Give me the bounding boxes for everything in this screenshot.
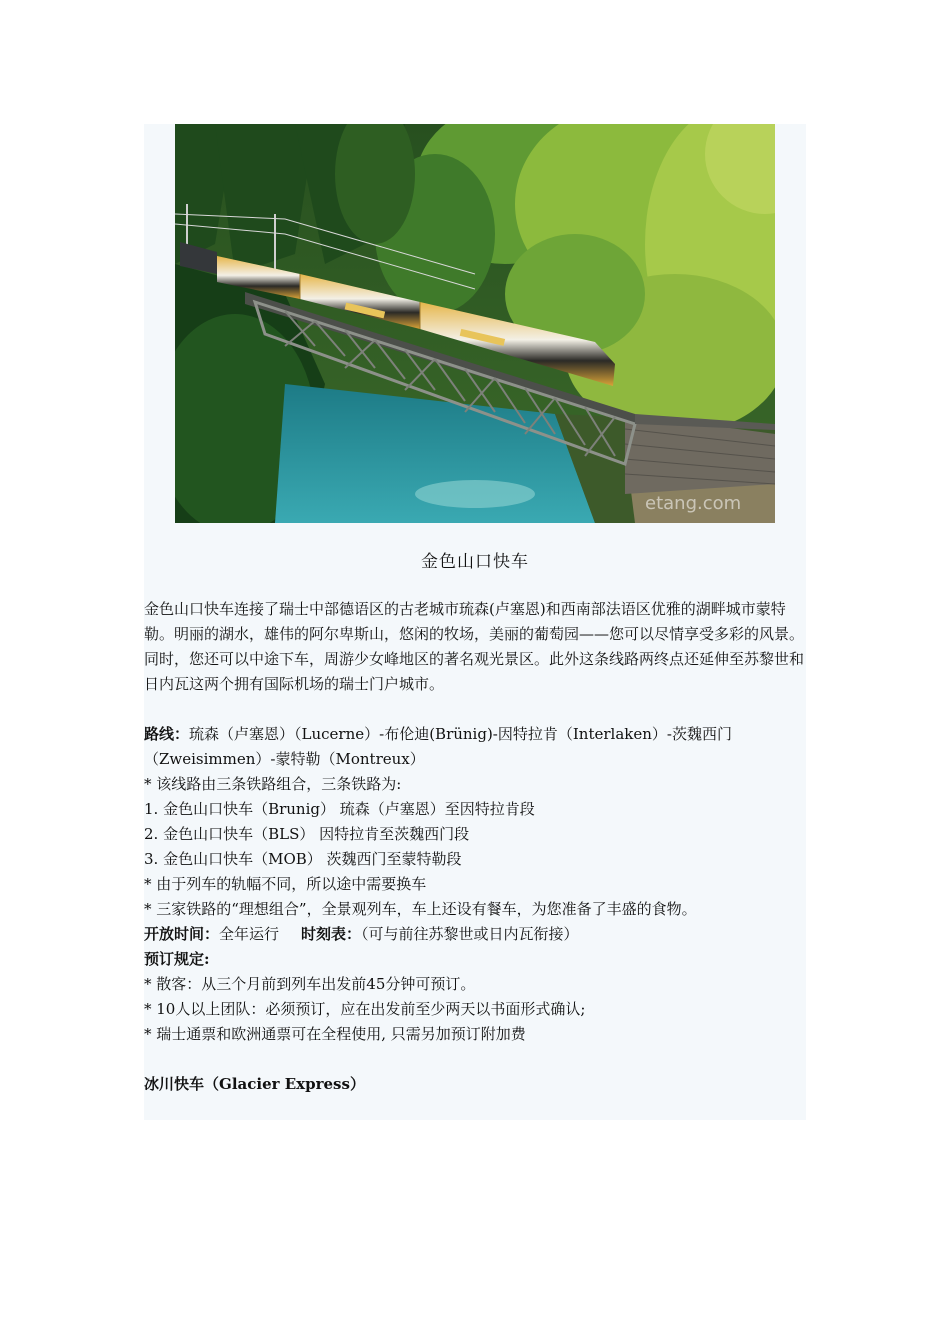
- booking-item: * 10人以上团队：必须预订，应在出发前至少两天以书面形式确认;: [144, 1000, 586, 1018]
- booking-item: * 散客：从三个月前到列车出发前45分钟可预订。: [144, 975, 476, 993]
- article-body: [144, 597, 806, 1097]
- route-paragraph: [144, 722, 806, 772]
- watermark-text: etang.com: [645, 493, 742, 514]
- line-item: * 该线路由三条铁路组合，三条铁路为:: [144, 775, 402, 793]
- line-item: * 由于列车的轨幅不同，所以途中需要换车: [144, 875, 427, 893]
- schedule-value: （可与前往苏黎世或日内瓦衔接）: [361, 925, 579, 943]
- open-value: 全年运行: [219, 925, 280, 943]
- route-label: 路线：: [144, 725, 190, 743]
- train-bridge-photo: [175, 124, 775, 523]
- hours-schedule-line: [144, 922, 806, 947]
- booking-label: 预订规定:: [144, 950, 210, 968]
- photo-caption: 金色山口快车: [421, 552, 529, 572]
- line-item: 2. 金色山口快车（BLS） 因特拉肯至茨魏西门段: [144, 825, 470, 843]
- open-label: 开放时间：: [144, 925, 220, 943]
- line-item: 1. 金色山口快车（Brunig） 琉森（卢塞恩）至因特拉肯段: [144, 800, 535, 818]
- next-heading-cn: 冰川快车: [144, 1075, 205, 1093]
- route-text: 琉森（卢塞恩）（Lucerne）-布伦迪(Brünig)-因特拉肯（Interlaken）-茨魏西门（Zweisimmen）-蒙特勒（Montreux）: [144, 725, 732, 768]
- schedule-label: 时刻表：: [301, 925, 362, 943]
- next-heading-en: （Glacier Express）: [204, 1075, 365, 1093]
- next-section-heading: [144, 1072, 806, 1097]
- intro-paragraph: 金色山口快车连接了瑞士中部德语区的古老城市琉森(卢塞恩)和西南部法语区优雅的湖畔城市蒙特勒。明丽的湖水，雄伟的阿尔卑斯山，悠闲的牧场，美丽的葡萄园——您可以尽情享受多彩的风景。同时，您还可以中途下车，周游少女峰地区的著名观光景区。此外这条线路两终点还延伸至苏黎世和日内瓦这两个拥有国际机场的瑞士门户城市。: [144, 600, 805, 693]
- line-item: * 三家铁路的“理想组合”，全景观列车，车上还设有餐车，为您准备了丰盛的食物。: [144, 900, 697, 918]
- booking-item: * 瑞士通票和欧洲通票可在全程使用, 只需另加预订附加费: [144, 1025, 526, 1043]
- line-item: 3. 金色山口快车（MOB） 茨魏西门至蒙特勒段: [144, 850, 462, 868]
